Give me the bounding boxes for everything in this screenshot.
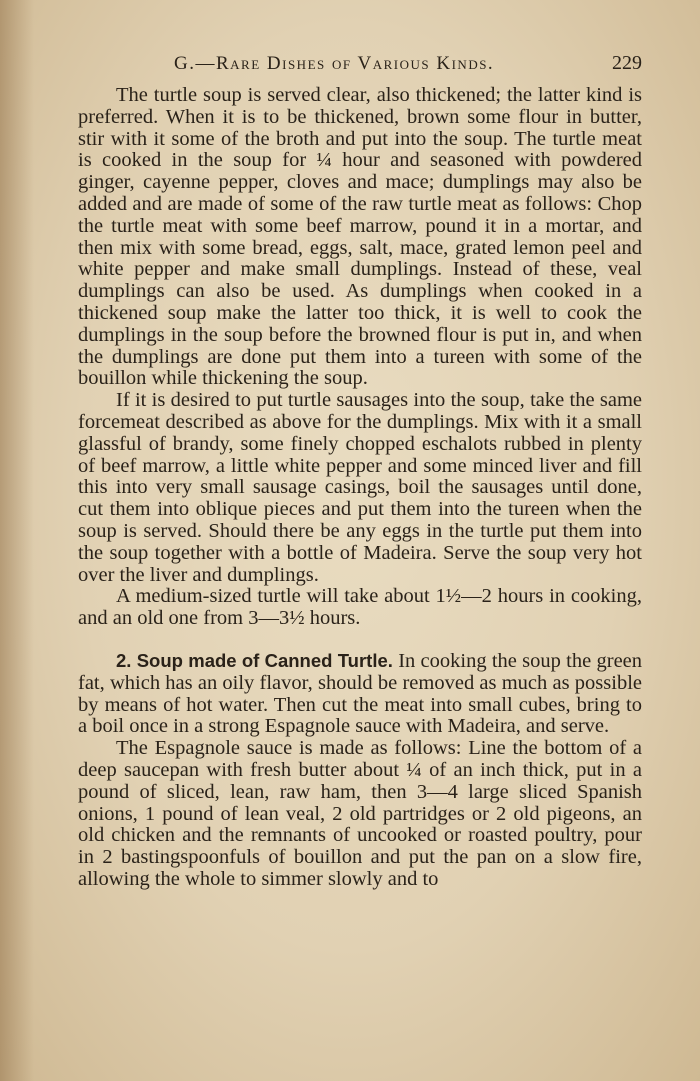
- page-gutter-shadow: [0, 0, 34, 1081]
- paragraph-espagnole-sauce: The Espagnole sauce is made as follows: Line the bottom of a deep saucepan with fresh butter about ¼ of an inch thick, put in a pound of sliced, lean, raw ham, then 3—4 large sliced Spanish onions, 1 pound of lean veal, 2 old partridges or 2 old pigeons, an old chicken and the remnants of uncooked or roasted poultry, pour in 2 bastingspoonfuls of bouillon and put the pan on a slow fire, allowing the whole to simmer slowly and to: [78, 737, 642, 890]
- section-paragraph-first: In cooking the soup the green fat, which has an oily flavor, should be removed as much as possible by means of hot water. Then cut the meat into small cubes, bring to a boil once in a strong Espagnole sauce with Madeira, and serve.: [78, 649, 643, 738]
- page-number: 229: [612, 52, 642, 74]
- paragraph-turtle-sausages: If it is desired to put turtle sausages into the soup, take the same forcemeat described as above for the dumplings. Mix with it a small glassful of brandy, some finely chopped eschalots rubbed in plenty of beef marrow, a little white pepper and some minced liver and fill this into very small sausage casings, boil the sausages until done, cut them into oblique pieces and put them into the tureen when the soup is served. Should there be any eggs in the turtle put them into the soup together with a bottle of Madeira. Serve the soup very hot over the liver and dumplings.: [78, 389, 642, 586]
- body-text: [78, 85, 642, 891]
- running-title: G.—Rare Dishes of Various Kinds.: [174, 53, 495, 74]
- section-canned-turtle: [78, 650, 642, 738]
- paragraph-cooking-time: A medium-sized turtle will take about 1½—2 hours in cooking, and an old one from 3—3½ hours.: [78, 585, 642, 630]
- running-header: [78, 52, 642, 75]
- section-heading: 2. Soup made of Canned Turtle.: [116, 649, 393, 671]
- paragraph-turtle-soup: The turtle soup is served clear, also thickened; the latter kind is preferred. When it is to be thickened, brown some flour in butter, stir with it some of the broth and put into the soup. The turtle meat is cooked in the soup for ¼ hour and seasoned with powdered ginger, cayenne pepper, cloves and mace; dumplings may also be added and are made of some of the raw turtle meat as follows: Chop the turtle meat with some beef marrow, pound it in a mortar, and then mix with some bread, eggs, salt, mace, grated lemon peel and white pepper and make small dumplings. Instead of these, veal dumplings can also be used. As dumplings when cooked in a thickened soup make the latter too thick, it is well to cook the dumplings in the soup before the browned flour is put in, and when the dumplings are done put them into a tureen with some of the bouillon while thickening the soup.: [78, 84, 642, 390]
